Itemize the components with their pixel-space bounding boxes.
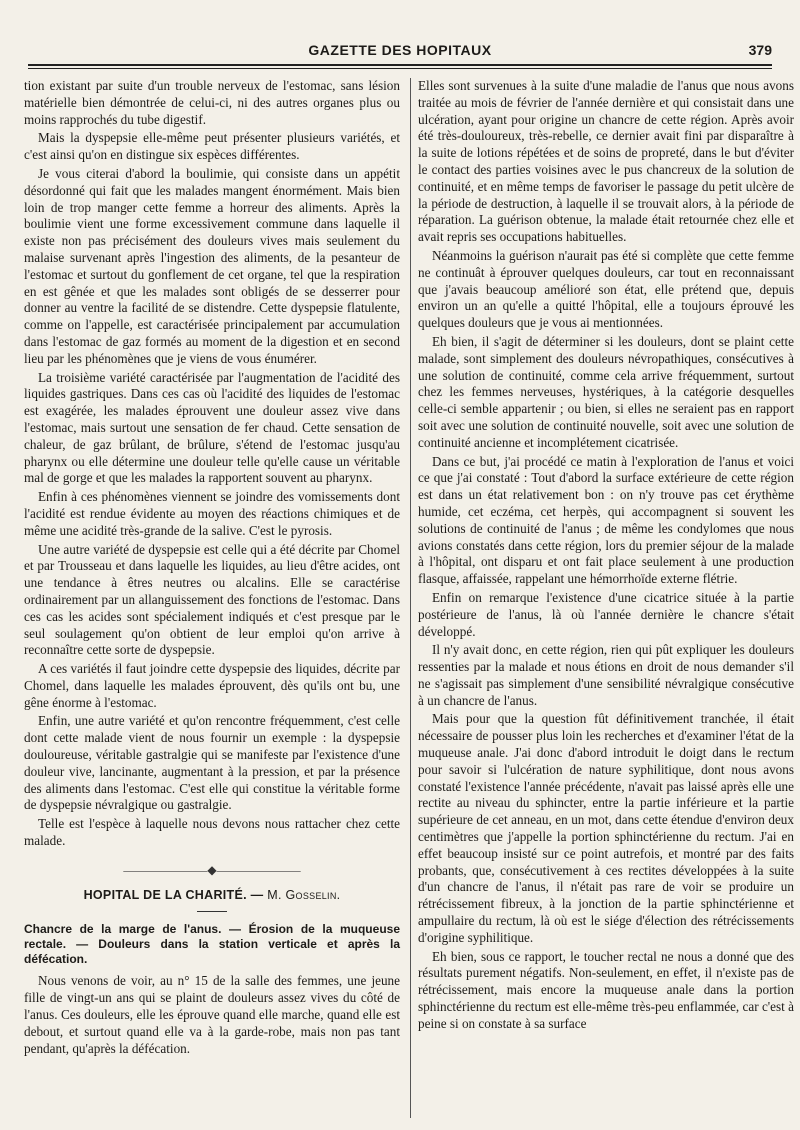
paragraph: La troisième variété caractérisée par l'augmentation de l'acidité des liquides gastriques. Dans ces cas où l'acidité des liquides de l'estomac est exagérée, les malades éprouvent une douleur assez vive dans l'estomac, mais surtout une sensation de fer chaud. Cette sensation de chaleur, de gaz brûlant, de brûlure, s'étend de l'estomac jusqu'au pharynx ou elle détermine une douleur telle qu'elle cause un véritable mal de gorge et que les malades la rapportent souvent au pharynx. (24, 369, 400, 486)
header-rule (28, 64, 772, 66)
page-number: 379 (748, 42, 772, 58)
paragraph: Telle est l'espèce à laquelle nous devons nous rattacher chez cette malade. (24, 816, 400, 849)
paragraph: Mais pour que la question fût définitivement tranchée, il était nécessaire de pousser plus loin les recherches et d'examiner l'état de la muqueuse anale. J'ai donc d'abord introduit le doigt dans le rectum pour savoir si l'ulcération de nature syphilitique, dont nous avons constaté l'existence l'année précédente, n'avait pas laissé après elle une rectite au niveau du sphincter, entre la partie inférieure et la partie supérieure de cet anneau, en un mot, dans cette étendue d'environ deux centimètres que j'appelle la portion sphinctérienne du rectum. J'ai en effet beaucoup insisté sur ce point autrefois, et montré par des faits probants, que, consécutivement à ces rectites développées à la suite d'un chancre de l'anus, il n'était pas rare de voir se produire un rétrécissement fibreux, à la jonction de la partie sphinctérienne et ampullaire du rectum, là où est le siége d'élection des rétrécissements d'origine syphilitique. (418, 711, 794, 945)
heading-rule (197, 911, 227, 912)
paragraph: Enfin on remarque l'existence d'une cicatrice située à la partie postérieure de l'anus, là où l'année dernière le chancre s'était développé. (418, 589, 794, 639)
paragraph: tion existant par suite d'un trouble nerveux de l'estomac, sans lésion matérielle bien démontrée de celui-ci, ni des autres organes plus ou moins rapprochés du tube digestif. (24, 78, 400, 127)
paragraph: Dans ce but, j'ai procédé ce matin à l'exploration de l'anus et voici ce que j'ai constaté : Tout d'abord la surface extérieure de cette région est dans un état relativement bon : on n'y trouve pas cet érythème humide, cet eczéma, cet herpès, qui accompagnent si souvent les solutions de continuité de l'anus ; de même les condylomes que nous avions constatés dans cette région, lors du premier séjour de la malade à l'hôpital, ont disparu et ont fait place seulement à une production flasque, affaissée, rappelant une hémorrhoïde externe flétrie. (418, 453, 794, 587)
journal-title: GAZETTE DES HOPITAUX (308, 42, 492, 58)
paragraph: Enfin, une autre variété et qu'on rencontre fréquemment, c'est celle dont cette malade vient de nous fournir un exemple : la dyspepsie douloureuse, véritable gastralgie qui se manifeste par l'existence d'une douleur vive, lancinante, augmentant à la pression, et par la présence des aliments dans l'estomac. C'est elle qui constitue la véritable forme de dyspepsie névralgique ou gastralgie. (24, 713, 400, 813)
author-name: M. Gosselin. (267, 887, 341, 902)
paragraph: Eh bien, il s'agit de déterminer si les douleurs, dont se plaint cette malade, sont simplement des douleurs névropathiques, consécutives à une solution de continuité, comme cela arrive fréquemment, surtout chez les femmes nerveuses, hystériques, à la catégorie desquelles celle-ci semble appartenir ; ou bien, si elles ne seraient pas en rapport soit avec une solution de continuité nouvelle, soit avec une solution de continuité ancienne et incomplétement cicatrisée. (418, 333, 794, 450)
section-separator: ———————◆——————— (123, 862, 301, 877)
paragraph: Nous venons de voir, au n° 15 de la salle des femmes, une jeune fille de vingt-un ans qui se plaint de douleurs assez vives du côté de l'anus. Ces douleurs, elle les éprouve quand elle marche, quand elle est debout, et surtout quand elle va à la garde-robe, mais non pas tant pendant, qu'après la défécation. (24, 973, 400, 1056)
left-column (24, 78, 400, 1059)
column-divider (410, 78, 411, 1118)
paragraph: Eh bien, sous ce rapport, le toucher rectal ne nous a donné que des résultats purement négatifs. Non-seulement, en effet, il n'existe pas de rétrécissement, mais encore la muqueuse anale dans la portion sphinctérienne du rectum est elle-même très-peu enflammée, car c'est à peine si on constate à sa surface (418, 948, 794, 1031)
hospital-name: HOPITAL DE LA CHARITÉ. — (83, 887, 268, 902)
right-column (418, 78, 794, 1035)
paragraph: A ces variétés il faut joindre cette dyspepsie des liquides, décrite par Chomel, dans laquelle les malades éprouvent, dès qu'ils ont bu, une gêne énorme à l'estomac. (24, 661, 400, 710)
paragraph: Elles sont survenues à la suite d'une maladie de l'anus que nous avons traitée au mois de février de l'année dernière et qui consistait dans une ulcération, ayant pour origine un chancre de cette région. Après avoir été très-douloureux, très-rebelle, ce dernier avait fini par disparaître à la suite de lotions répétées et de soins de propreté, dans le but d'éviter le contact des parties voisines avec le pus chancreux de la solution de continuité, et en même temps de favoriser le passage du petit ulcère de la période de destruction, à laquelle il se trouvait alors, à la période de réparation. La guérison obtenue, la malade était retournée chez elle et avait repris ses occupations habituelles. (418, 78, 794, 245)
paragraph: Il n'y avait donc, en cette région, rien qui pût expliquer les douleurs ressenties par la malade et nous étions en droit de nous demander s'il ne s'agissait pas simplement d'une sensibilité névralgique consécutive à un chancre de l'anus. (418, 642, 794, 708)
paragraph: Néanmoins la guérison n'aurait pas été si complète que cette femme ne continuât à éprouver quelques douleurs, car tout en reconnaissant que j'avais beaucoup amélioré son état, elle prétend que, depuis environ un an qu'elle a quitté l'hôpital, elle a toujours éprouvé les quelques douleurs que je vous ai mentionnées. (418, 247, 794, 331)
header-rule-thin (28, 68, 772, 69)
page-header (28, 42, 772, 64)
paragraph: Enfin à ces phénomènes viennent se joindre des vomissements dont l'acidité est rendue évidente au moyen des réactions chimiques et de même une acidité très-grande de la salive. C'est le pyrosis. (24, 489, 400, 538)
case-title: Chancre de la marge de l'anus. — Érosion de la muqueuse rectale. — Douleurs dans la station verticale et après la défécation. (24, 922, 400, 967)
paragraph: Mais la dyspepsie elle-même peut présenter plusieurs variétés, et c'est ainsi qu'on en distingue six espèces différentes. (24, 130, 400, 163)
hospital-heading (24, 887, 400, 904)
paragraph: Je vous citerai d'abord la boulimie, qui consiste dans un appétit désordonné qui fait que les malades mangent énormément. Mais bien loin de trop manger cette femme a horreur des aliments. Après la boulimie vient une forme excessivement commune dans laquelle il existe non pas précisément des douleurs vives mais seulement du malaise survenant après l'ingestion des aliments, de la pesanteur de l'estomac et surtout du gonflement de cet organe, tel que la respiration en est gênée et que les malades sont obligés de se desserrer pour donner au ventre la facilité de se distendre. Cette dyspepsie flatulente, comme on l'appelle, est caractérisée principalement par accumulation dans l'estomac de gaz formés au moment de la digestion et en second lieu par les phénomènes que je viens de vous énumérer. (24, 165, 400, 366)
paragraph: Une autre variété de dyspepsie est celle qui a été décrite par Chomel et par Trousseau et dans laquelle les liquides, au lieu d'être acides, ont une tendance à êtres neutres ou alcalins. Elle se caractérise ordinairement par un allanguissement des fonctions de l'estomac. Dans ces cas les acides sont spécialement indiqués et c'est presque par le seul soulagement qu'on obtient de leur emploi qu'on arrive à reconnaître cette sorte de dyspepsie. (24, 541, 400, 658)
